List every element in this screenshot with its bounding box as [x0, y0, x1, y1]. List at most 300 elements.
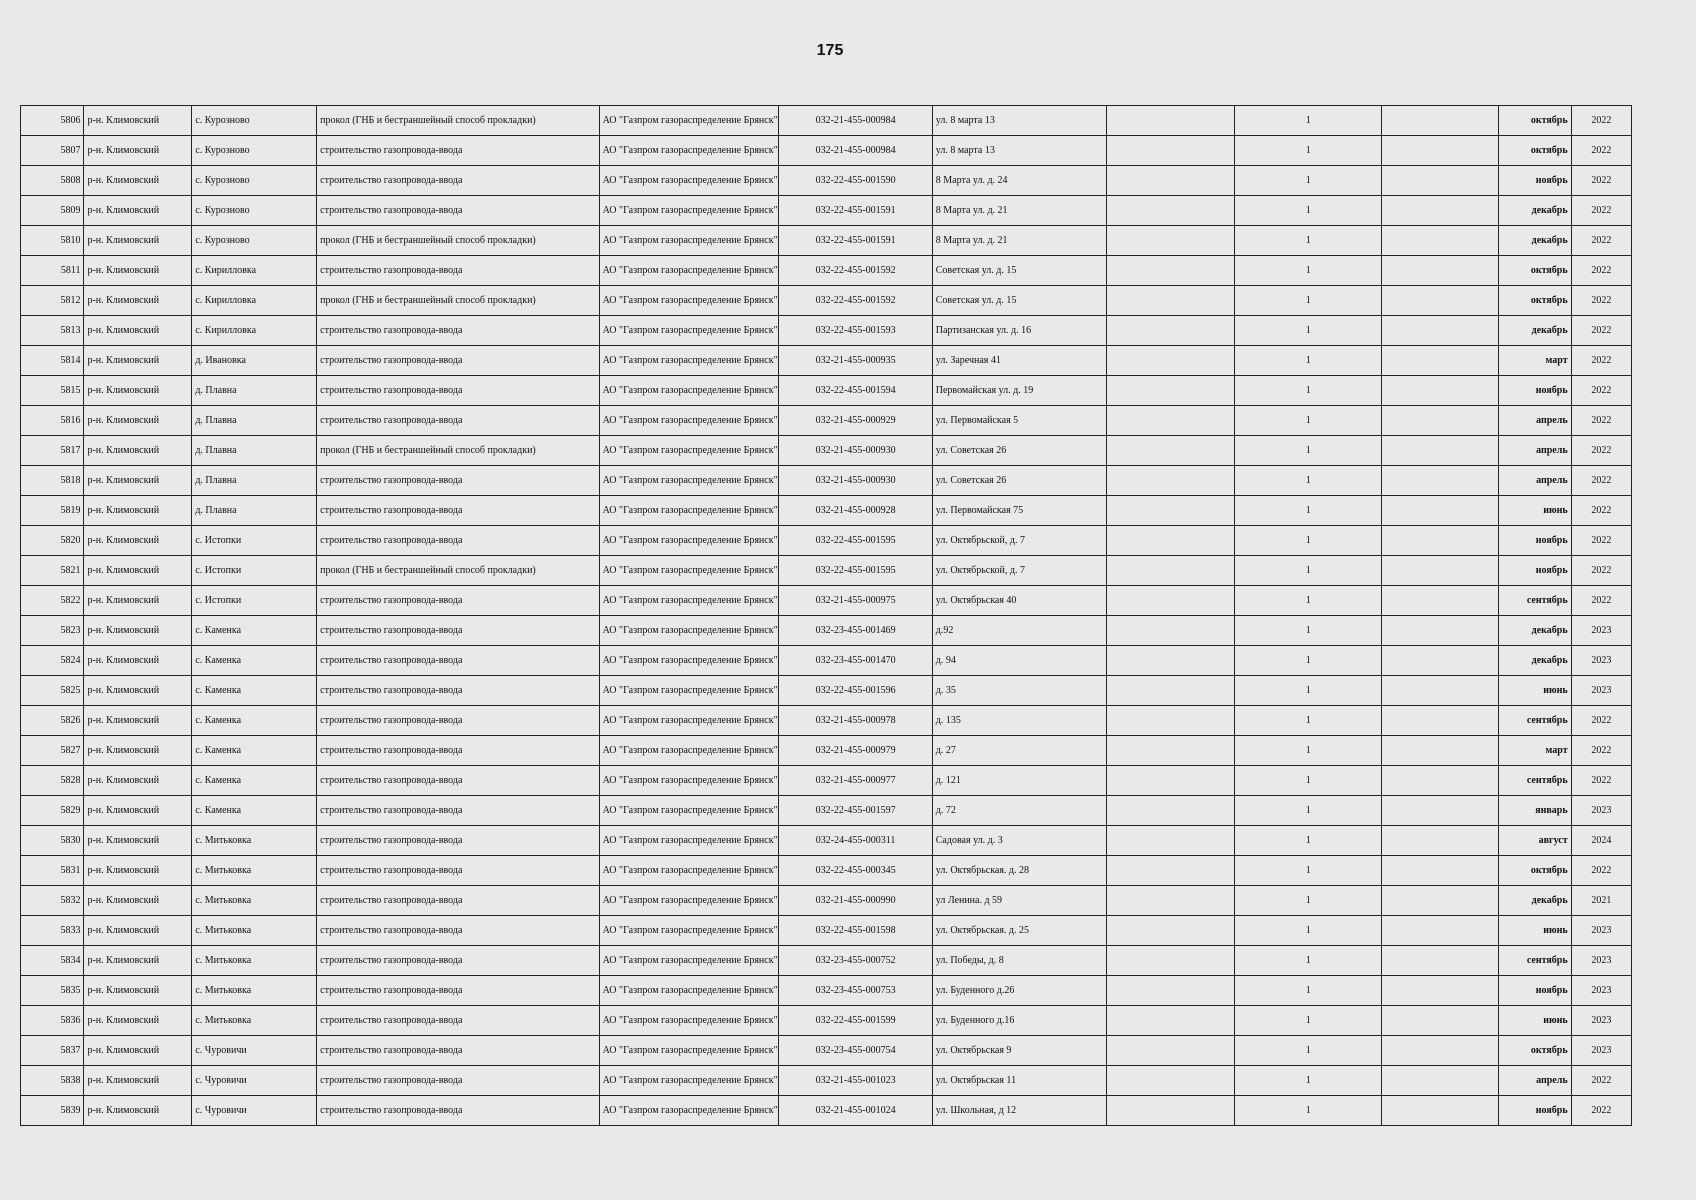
cell-quantity: 1	[1235, 466, 1382, 496]
cell-year: 2022	[1571, 376, 1631, 406]
cell-object-id: 032-23-455-001469	[779, 616, 932, 646]
cell-organization: АО "Газпром газораспределение Брянск"	[599, 736, 779, 766]
cell-address: ул. Первомайская 75	[932, 496, 1107, 526]
cell-year: 2022	[1571, 736, 1631, 766]
cell-district: р-н. Климовский	[84, 406, 192, 436]
cell-settlement: с. Каменка	[192, 616, 317, 646]
cell-row-number: 5827	[21, 736, 84, 766]
cell-address: ул. Октябрьская. д. 25	[932, 916, 1107, 946]
cell-address: ул. Буденного д.16	[932, 1006, 1107, 1036]
cell-object-id: 032-22-455-001595	[779, 556, 932, 586]
cell-settlement: с. Каменка	[192, 676, 317, 706]
cell-year: 2022	[1571, 226, 1631, 256]
cell-district: р-н. Климовский	[84, 916, 192, 946]
table-row	[21, 556, 1632, 586]
cell-empty-col-2	[1382, 466, 1498, 496]
table-row	[21, 1066, 1632, 1096]
cell-empty-col	[1107, 856, 1235, 886]
cell-empty-col-2	[1382, 1096, 1498, 1126]
cell-year: 2022	[1571, 346, 1631, 376]
cell-district: р-н. Климовский	[84, 346, 192, 376]
cell-work-type: строительство газопровода-ввода	[317, 916, 599, 946]
cell-row-number: 5813	[21, 316, 84, 346]
cell-district: р-н. Климовский	[84, 736, 192, 766]
cell-object-id: 032-21-455-000984	[779, 136, 932, 166]
cell-empty-col	[1107, 1066, 1235, 1096]
cell-empty-col	[1107, 436, 1235, 466]
cell-month: март	[1498, 346, 1571, 376]
cell-district: р-н. Климовский	[84, 1096, 192, 1126]
cell-empty-col-2	[1382, 1066, 1498, 1096]
cell-settlement: с. Чуровичи	[192, 1096, 317, 1126]
cell-empty-col	[1107, 886, 1235, 916]
cell-district: р-н. Климовский	[84, 106, 192, 136]
cell-empty-col-2	[1382, 166, 1498, 196]
cell-quantity: 1	[1235, 256, 1382, 286]
table-row	[21, 1036, 1632, 1066]
cell-district: р-н. Климовский	[84, 556, 192, 586]
cell-organization: АО "Газпром газораспределение Брянск"	[599, 196, 779, 226]
cell-settlement: с. Митьковка	[192, 886, 317, 916]
cell-quantity: 1	[1235, 586, 1382, 616]
cell-object-id: 032-22-455-001595	[779, 526, 932, 556]
cell-district: р-н. Климовский	[84, 976, 192, 1006]
cell-row-number: 5832	[21, 886, 84, 916]
cell-address: ул. Октябрьская 40	[932, 586, 1107, 616]
cell-address: ул. 8 марта 13	[932, 136, 1107, 166]
cell-settlement: с. Кирилловка	[192, 316, 317, 346]
cell-empty-col-2	[1382, 856, 1498, 886]
cell-month: апрель	[1498, 466, 1571, 496]
cell-address: ул. Первомайская 5	[932, 406, 1107, 436]
cell-work-type: прокол (ГНБ и бестраншейный способ прокладки)	[317, 556, 599, 586]
cell-quantity: 1	[1235, 226, 1382, 256]
cell-object-id: 032-21-455-000975	[779, 586, 932, 616]
cell-address: ул. Советская 26	[932, 466, 1107, 496]
cell-month: октябрь	[1498, 136, 1571, 166]
cell-empty-col	[1107, 1036, 1235, 1066]
cell-month: июнь	[1498, 1006, 1571, 1036]
cell-empty-col-2	[1382, 256, 1498, 286]
cell-quantity: 1	[1235, 166, 1382, 196]
cell-address: ул. Буденного д.26	[932, 976, 1107, 1006]
table-row	[21, 1006, 1632, 1036]
cell-work-type: строительство газопровода-ввода	[317, 1096, 599, 1126]
cell-organization: АО "Газпром газораспределение Брянск"	[599, 1096, 779, 1126]
cell-address: д. 94	[932, 646, 1107, 676]
cell-month: декабрь	[1498, 616, 1571, 646]
cell-organization: АО "Газпром газораспределение Брянск"	[599, 526, 779, 556]
cell-object-id: 032-24-455-000311	[779, 826, 932, 856]
cell-object-id: 032-21-455-000978	[779, 706, 932, 736]
cell-district: р-н. Климовский	[84, 1066, 192, 1096]
cell-quantity: 1	[1235, 376, 1382, 406]
cell-district: р-н. Климовский	[84, 1036, 192, 1066]
cell-year: 2024	[1571, 826, 1631, 856]
cell-work-type: строительство газопровода-ввода	[317, 316, 599, 346]
cell-object-id: 032-22-455-000345	[779, 856, 932, 886]
cell-empty-col	[1107, 256, 1235, 286]
cell-district: р-н. Климовский	[84, 436, 192, 466]
cell-empty-col	[1107, 226, 1235, 256]
cell-settlement: с. Курозново	[192, 106, 317, 136]
cell-empty-col-2	[1382, 1006, 1498, 1036]
cell-year: 2022	[1571, 526, 1631, 556]
cell-empty-col-2	[1382, 526, 1498, 556]
cell-organization: АО "Газпром газораспределение Брянск"	[599, 616, 779, 646]
cell-object-id: 032-21-455-001024	[779, 1096, 932, 1126]
cell-year: 2022	[1571, 166, 1631, 196]
cell-month: декабрь	[1498, 196, 1571, 226]
cell-work-type: строительство газопровода-ввода	[317, 1006, 599, 1036]
cell-district: р-н. Климовский	[84, 496, 192, 526]
cell-organization: АО "Газпром газораспределение Брянск"	[599, 706, 779, 736]
table-row	[21, 886, 1632, 916]
cell-address: Первомайская ул. д. 19	[932, 376, 1107, 406]
cell-year: 2022	[1571, 316, 1631, 346]
cell-row-number: 5834	[21, 946, 84, 976]
cell-row-number: 5812	[21, 286, 84, 316]
cell-year: 2023	[1571, 946, 1631, 976]
cell-month: октябрь	[1498, 256, 1571, 286]
cell-quantity: 1	[1235, 796, 1382, 826]
table-row	[21, 226, 1632, 256]
cell-row-number: 5839	[21, 1096, 84, 1126]
cell-district: р-н. Климовский	[84, 196, 192, 226]
cell-settlement: с. Митьковка	[192, 916, 317, 946]
cell-month: апрель	[1498, 406, 1571, 436]
cell-empty-col	[1107, 796, 1235, 826]
cell-work-type: строительство газопровода-ввода	[317, 1066, 599, 1096]
cell-quantity: 1	[1235, 556, 1382, 586]
cell-object-id: 032-21-455-000984	[779, 106, 932, 136]
cell-district: р-н. Климовский	[84, 796, 192, 826]
cell-month: июнь	[1498, 916, 1571, 946]
cell-empty-col	[1107, 316, 1235, 346]
cell-organization: АО "Газпром газораспределение Брянск"	[599, 286, 779, 316]
cell-year: 2022	[1571, 1066, 1631, 1096]
table-row	[21, 646, 1632, 676]
table-row	[21, 406, 1632, 436]
cell-work-type: строительство газопровода-ввода	[317, 736, 599, 766]
cell-district: р-н. Климовский	[84, 286, 192, 316]
cell-address: ул. Октябрьская 11	[932, 1066, 1107, 1096]
cell-year: 2023	[1571, 976, 1631, 1006]
cell-district: р-н. Климовский	[84, 856, 192, 886]
cell-empty-col	[1107, 556, 1235, 586]
cell-organization: АО "Газпром газораспределение Брянск"	[599, 1006, 779, 1036]
cell-month: ноябрь	[1498, 376, 1571, 406]
table-row	[21, 316, 1632, 346]
cell-object-id: 032-22-455-001591	[779, 226, 932, 256]
cell-address: д. 121	[932, 766, 1107, 796]
cell-organization: АО "Газпром газораспределение Брянск"	[599, 106, 779, 136]
cell-settlement: д. Плавна	[192, 376, 317, 406]
cell-quantity: 1	[1235, 406, 1382, 436]
cell-district: р-н. Климовский	[84, 766, 192, 796]
cell-address: д.92	[932, 616, 1107, 646]
cell-empty-col	[1107, 706, 1235, 736]
cell-row-number: 5819	[21, 496, 84, 526]
table-row	[21, 466, 1632, 496]
cell-empty-col-2	[1382, 916, 1498, 946]
cell-row-number: 5822	[21, 586, 84, 616]
cell-year: 2023	[1571, 796, 1631, 826]
cell-address: 8 Марта ул. д. 24	[932, 166, 1107, 196]
cell-row-number: 5838	[21, 1066, 84, 1096]
cell-object-id: 032-22-455-001592	[779, 256, 932, 286]
cell-row-number: 5815	[21, 376, 84, 406]
cell-object-id: 032-22-455-001591	[779, 196, 932, 226]
cell-organization: АО "Газпром газораспределение Брянск"	[599, 376, 779, 406]
cell-empty-col	[1107, 946, 1235, 976]
cell-quantity: 1	[1235, 736, 1382, 766]
cell-organization: АО "Газпром газораспределение Брянск"	[599, 886, 779, 916]
cell-settlement: с. Чуровичи	[192, 1036, 317, 1066]
cell-empty-col-2	[1382, 406, 1498, 436]
cell-work-type: прокол (ГНБ и бестраншейный способ прокладки)	[317, 436, 599, 466]
cell-address: ул. Заречная 41	[932, 346, 1107, 376]
cell-organization: АО "Газпром газораспределение Брянск"	[599, 466, 779, 496]
cell-object-id: 032-23-455-000754	[779, 1036, 932, 1066]
cell-address: Советская ул. д. 15	[932, 286, 1107, 316]
cell-year: 2022	[1571, 136, 1631, 166]
cell-settlement: д. Плавна	[192, 406, 317, 436]
cell-district: р-н. Климовский	[84, 706, 192, 736]
cell-organization: АО "Газпром газораспределение Брянск"	[599, 916, 779, 946]
cell-district: р-н. Климовский	[84, 1006, 192, 1036]
cell-organization: АО "Газпром газораспределение Брянск"	[599, 796, 779, 826]
cell-month: декабрь	[1498, 886, 1571, 916]
cell-month: сентябрь	[1498, 946, 1571, 976]
cell-address: ул. Октябрьская 9	[932, 1036, 1107, 1066]
cell-year: 2022	[1571, 496, 1631, 526]
cell-empty-col-2	[1382, 106, 1498, 136]
cell-row-number: 5836	[21, 1006, 84, 1036]
cell-organization: АО "Газпром газораспределение Брянск"	[599, 1066, 779, 1096]
cell-empty-col-2	[1382, 286, 1498, 316]
cell-month: август	[1498, 826, 1571, 856]
cell-settlement: с. Истопки	[192, 526, 317, 556]
cell-address: Садовая ул. д. 3	[932, 826, 1107, 856]
cell-empty-col	[1107, 1096, 1235, 1126]
cell-object-id: 032-22-455-001593	[779, 316, 932, 346]
cell-year: 2022	[1571, 106, 1631, 136]
cell-settlement: с. Митьковка	[192, 856, 317, 886]
cell-row-number: 5829	[21, 796, 84, 826]
cell-month: ноябрь	[1498, 976, 1571, 1006]
cell-organization: АО "Газпром газораспределение Брянск"	[599, 826, 779, 856]
cell-settlement: с. Митьковка	[192, 946, 317, 976]
table-row	[21, 676, 1632, 706]
cell-organization: АО "Газпром газораспределение Брянск"	[599, 166, 779, 196]
table-body	[21, 106, 1632, 1126]
cell-address: Советская ул. д. 15	[932, 256, 1107, 286]
cell-work-type: строительство газопровода-ввода	[317, 166, 599, 196]
cell-settlement: с. Курозново	[192, 136, 317, 166]
cell-year: 2022	[1571, 706, 1631, 736]
cell-organization: АО "Газпром газораспределение Брянск"	[599, 256, 779, 286]
cell-settlement: с. Каменка	[192, 796, 317, 826]
cell-year: 2022	[1571, 466, 1631, 496]
table-row	[21, 856, 1632, 886]
cell-district: р-н. Климовский	[84, 466, 192, 496]
table-row	[21, 286, 1632, 316]
cell-object-id: 032-21-455-000930	[779, 466, 932, 496]
cell-year: 2023	[1571, 646, 1631, 676]
cell-organization: АО "Газпром газораспределение Брянск"	[599, 676, 779, 706]
cell-settlement: с. Каменка	[192, 766, 317, 796]
cell-year: 2023	[1571, 676, 1631, 706]
cell-empty-col	[1107, 466, 1235, 496]
cell-settlement: д. Плавна	[192, 436, 317, 466]
cell-organization: АО "Газпром газораспределение Брянск"	[599, 496, 779, 526]
cell-quantity: 1	[1235, 976, 1382, 1006]
table-row	[21, 496, 1632, 526]
cell-quantity: 1	[1235, 616, 1382, 646]
cell-empty-col	[1107, 376, 1235, 406]
cell-empty-col	[1107, 976, 1235, 1006]
cell-empty-col	[1107, 286, 1235, 316]
cell-row-number: 5835	[21, 976, 84, 1006]
cell-address: ул. Октябрьской, д. 7	[932, 556, 1107, 586]
cell-year: 2022	[1571, 556, 1631, 586]
table-row	[21, 256, 1632, 286]
cell-empty-col-2	[1382, 736, 1498, 766]
cell-row-number: 5833	[21, 916, 84, 946]
cell-settlement: д. Плавна	[192, 466, 317, 496]
cell-object-id: 032-21-455-000979	[779, 736, 932, 766]
cell-work-type: строительство газопровода-ввода	[317, 976, 599, 1006]
cell-month: ноябрь	[1498, 556, 1571, 586]
cell-empty-col	[1107, 496, 1235, 526]
cell-work-type: строительство газопровода-ввода	[317, 346, 599, 376]
cell-empty-col	[1107, 406, 1235, 436]
cell-empty-col	[1107, 616, 1235, 646]
cell-row-number: 5831	[21, 856, 84, 886]
cell-organization: АО "Газпром газораспределение Брянск"	[599, 136, 779, 166]
cell-empty-col-2	[1382, 646, 1498, 676]
table-row	[21, 376, 1632, 406]
cell-month: октябрь	[1498, 1036, 1571, 1066]
cell-year: 2022	[1571, 586, 1631, 616]
cell-month: сентябрь	[1498, 766, 1571, 796]
cell-district: р-н. Климовский	[84, 136, 192, 166]
cell-work-type: строительство газопровода-ввода	[317, 256, 599, 286]
cell-settlement: с. Курозново	[192, 196, 317, 226]
cell-object-id: 032-22-455-001592	[779, 286, 932, 316]
cell-settlement: с. Каменка	[192, 706, 317, 736]
cell-work-type: строительство газопровода-ввода	[317, 706, 599, 736]
cell-address: д. 135	[932, 706, 1107, 736]
cell-settlement: с. Истопки	[192, 556, 317, 586]
cell-empty-col	[1107, 1006, 1235, 1036]
cell-district: р-н. Климовский	[84, 226, 192, 256]
cell-empty-col-2	[1382, 706, 1498, 736]
cell-work-type: строительство газопровода-ввода	[317, 586, 599, 616]
cell-address: ул. Октябрьской, д. 7	[932, 526, 1107, 556]
table-row	[21, 736, 1632, 766]
cell-quantity: 1	[1235, 136, 1382, 166]
cell-empty-col	[1107, 346, 1235, 376]
cell-object-id: 032-21-455-000930	[779, 436, 932, 466]
cell-address: ул. 8 марта 13	[932, 106, 1107, 136]
cell-district: р-н. Климовский	[84, 586, 192, 616]
cell-work-type: строительство газопровода-ввода	[317, 826, 599, 856]
cell-empty-col-2	[1382, 766, 1498, 796]
cell-quantity: 1	[1235, 106, 1382, 136]
cell-quantity: 1	[1235, 526, 1382, 556]
cell-quantity: 1	[1235, 676, 1382, 706]
cell-quantity: 1	[1235, 286, 1382, 316]
cell-month: декабрь	[1498, 646, 1571, 676]
cell-month: ноябрь	[1498, 526, 1571, 556]
cell-work-type: строительство газопровода-ввода	[317, 616, 599, 646]
cell-district: р-н. Климовский	[84, 316, 192, 346]
cell-object-id: 032-22-455-001596	[779, 676, 932, 706]
cell-organization: АО "Газпром газораспределение Брянск"	[599, 406, 779, 436]
cell-row-number: 5817	[21, 436, 84, 466]
cell-month: ноябрь	[1498, 166, 1571, 196]
cell-empty-col	[1107, 916, 1235, 946]
cell-empty-col-2	[1382, 226, 1498, 256]
cell-empty-col	[1107, 826, 1235, 856]
cell-object-id: 032-21-455-001023	[779, 1066, 932, 1096]
cell-district: р-н. Климовский	[84, 376, 192, 406]
cell-work-type: строительство газопровода-ввода	[317, 646, 599, 676]
cell-organization: АО "Газпром газораспределение Брянск"	[599, 346, 779, 376]
cell-organization: АО "Газпром газораспределение Брянск"	[599, 766, 779, 796]
cell-empty-col	[1107, 736, 1235, 766]
cell-quantity: 1	[1235, 196, 1382, 226]
cell-quantity: 1	[1235, 886, 1382, 916]
cell-month: октябрь	[1498, 106, 1571, 136]
cell-organization: АО "Газпром газораспределение Брянск"	[599, 436, 779, 466]
cell-address: ул. Школьная, д 12	[932, 1096, 1107, 1126]
table-row	[21, 826, 1632, 856]
cell-quantity: 1	[1235, 496, 1382, 526]
cell-work-type: прокол (ГНБ и бестраншейный способ прокладки)	[317, 226, 599, 256]
cell-empty-col-2	[1382, 376, 1498, 406]
cell-month: апрель	[1498, 1066, 1571, 1096]
cell-empty-col	[1107, 106, 1235, 136]
cell-empty-col	[1107, 586, 1235, 616]
cell-work-type: строительство газопровода-ввода	[317, 886, 599, 916]
cell-object-id: 032-21-455-000928	[779, 496, 932, 526]
cell-work-type: строительство газопровода-ввода	[317, 676, 599, 706]
cell-organization: АО "Газпром газораспределение Брянск"	[599, 556, 779, 586]
cell-empty-col-2	[1382, 496, 1498, 526]
cell-address: Партизанская ул. д. 16	[932, 316, 1107, 346]
cell-settlement: с. Каменка	[192, 736, 317, 766]
cell-work-type: строительство газопровода-ввода	[317, 946, 599, 976]
cell-settlement: с. Истопки	[192, 586, 317, 616]
cell-settlement: с. Митьковка	[192, 976, 317, 1006]
cell-work-type: строительство газопровода-ввода	[317, 1036, 599, 1066]
cell-address: ул. Победы, д. 8	[932, 946, 1107, 976]
cell-quantity: 1	[1235, 436, 1382, 466]
page-number: 175	[816, 42, 844, 59]
cell-row-number: 5837	[21, 1036, 84, 1066]
cell-row-number: 5814	[21, 346, 84, 376]
cell-empty-col-2	[1382, 616, 1498, 646]
cell-row-number: 5809	[21, 196, 84, 226]
cell-month: сентябрь	[1498, 706, 1571, 736]
table-row	[21, 136, 1632, 166]
cell-empty-col-2	[1382, 316, 1498, 346]
table-row	[21, 916, 1632, 946]
cell-month: ноябрь	[1498, 1096, 1571, 1126]
